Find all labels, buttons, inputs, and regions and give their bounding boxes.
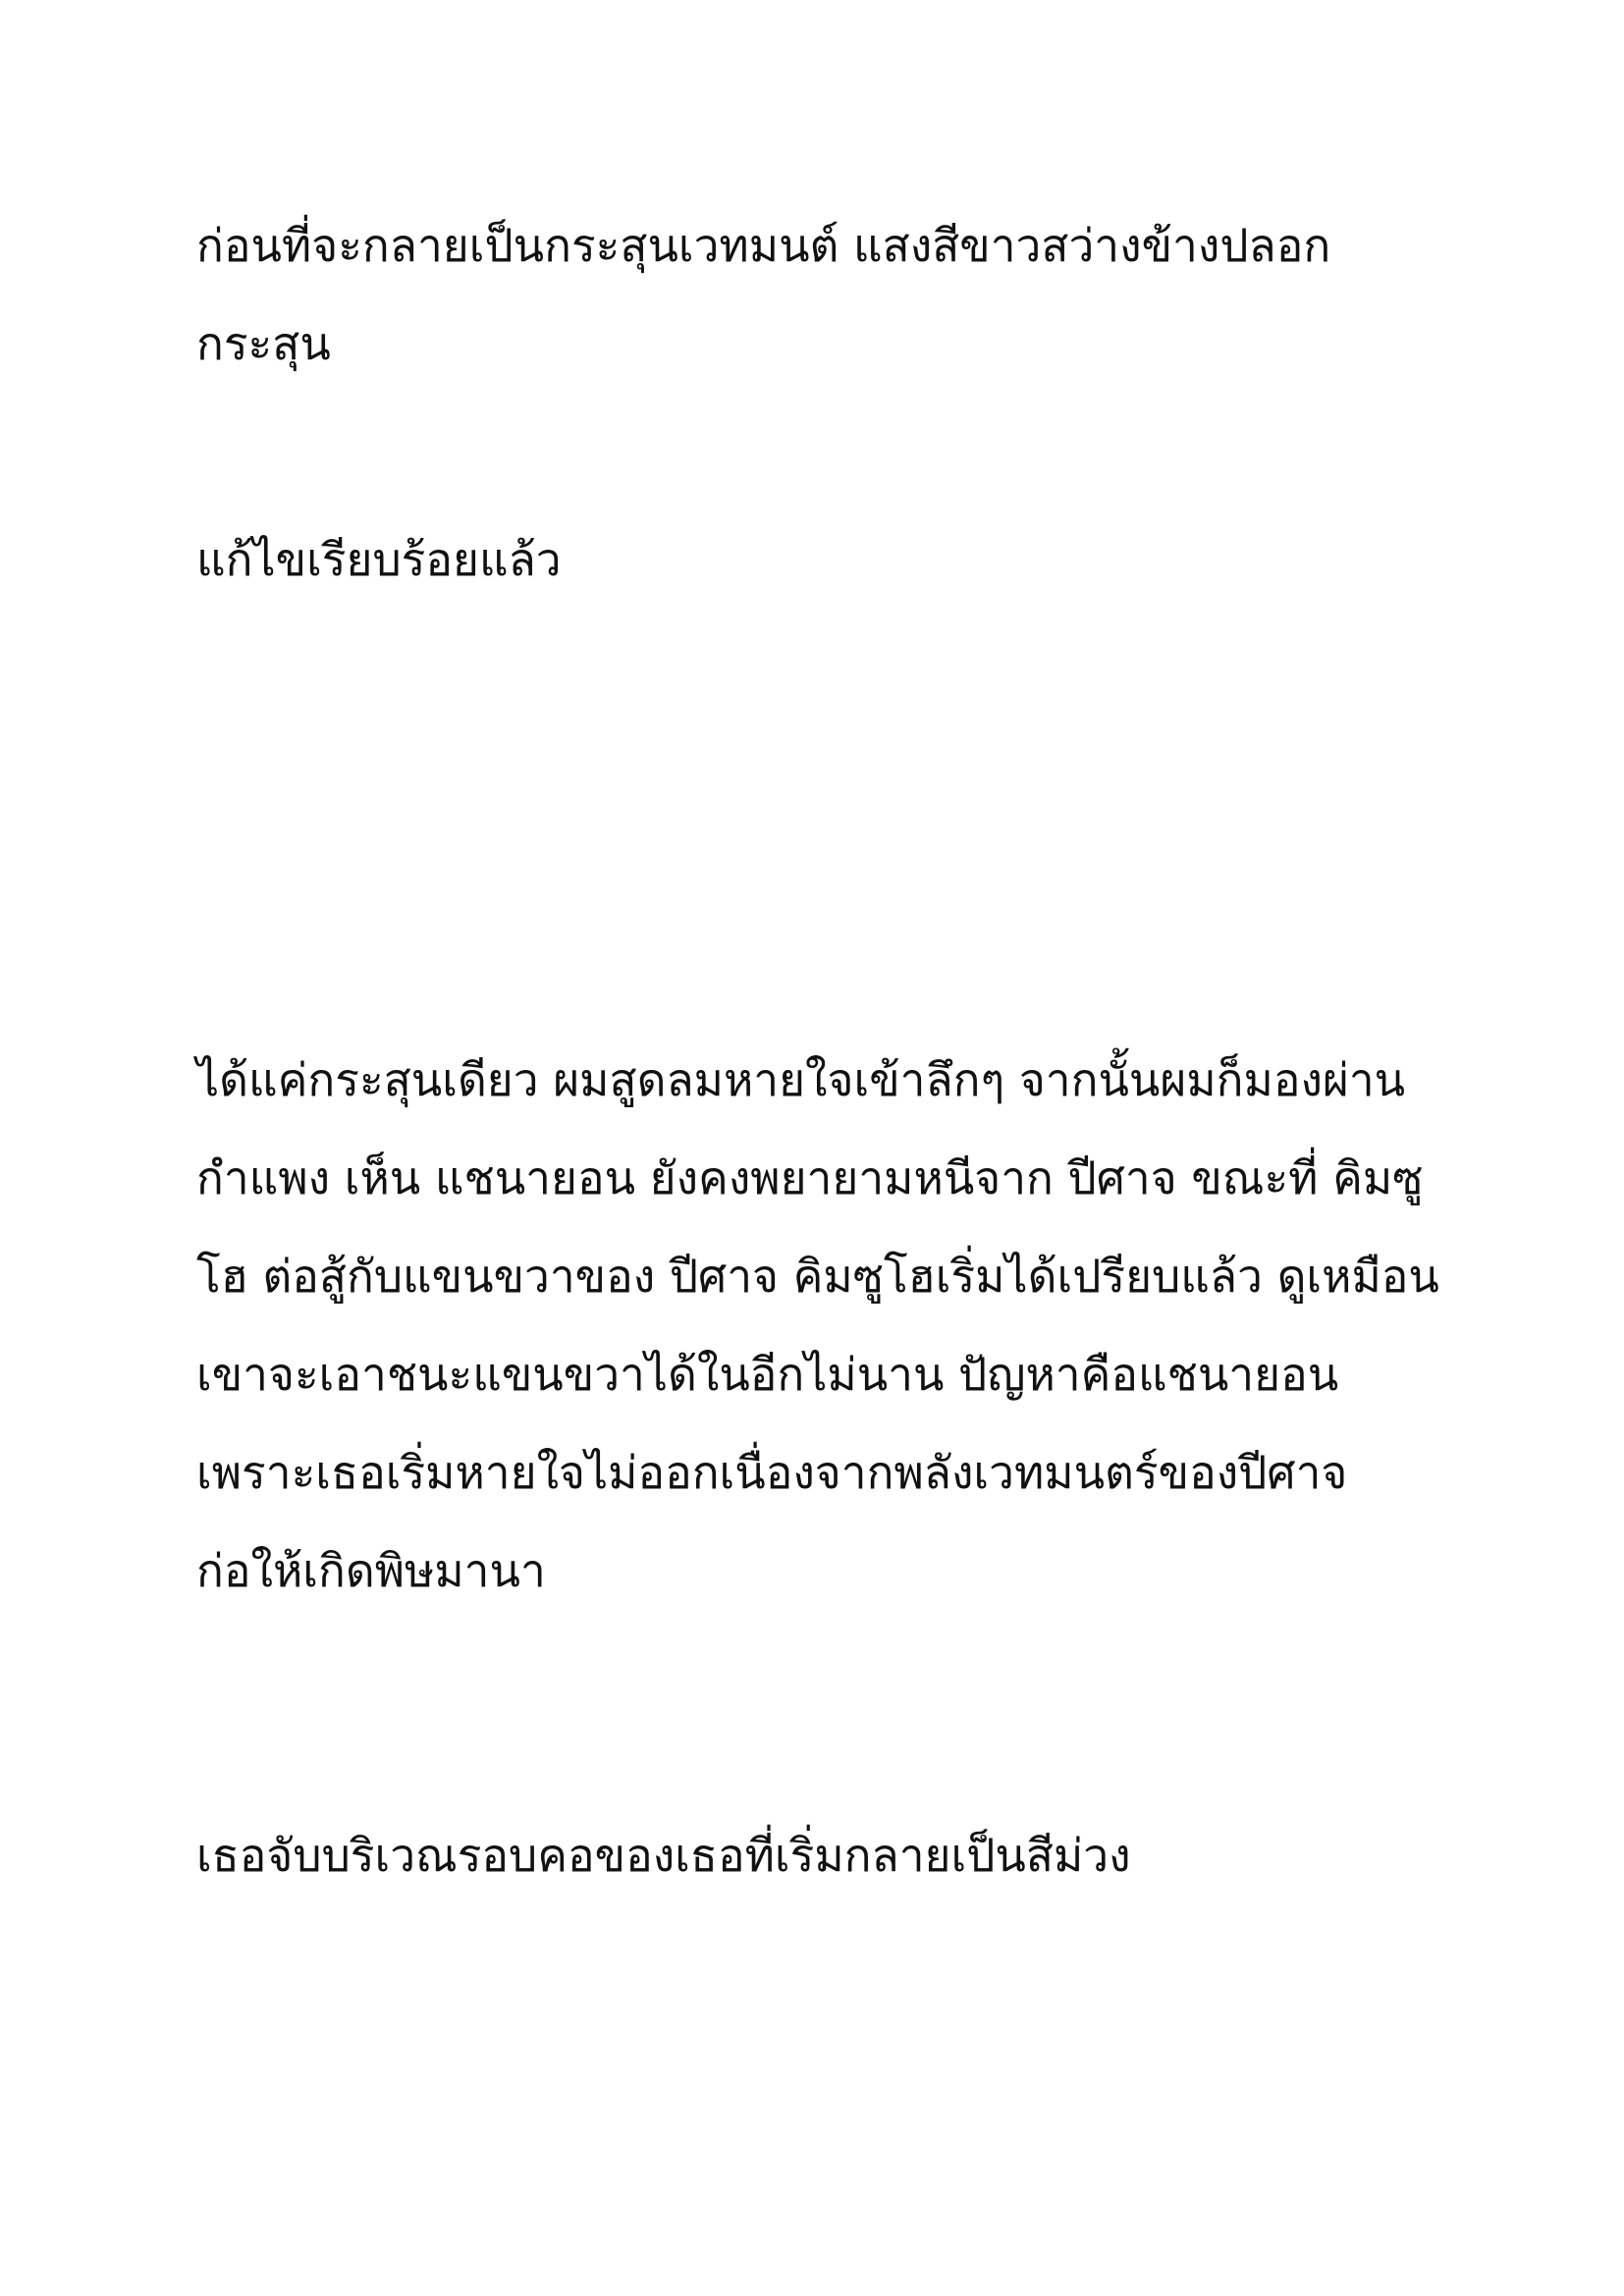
text-line: ได้แค่กระสุนเดียว ผมสูดลมหายใจเข้าลึกๆ จากนั้นผมก็มองผ่าน [196,1053,1406,1106]
text-line: เธอจับบริเวณรอบคอของเธอที่เริ่มกลายเป็นสีม่วง [196,1829,1131,1882]
text-line: ก่อให้เกิดพิษมานา [196,1544,546,1597]
text-line: เพราะเธอเริ่มหายใจไม่ออกเนื่องจากพลังเวทมนตร์ของปีศาจ [196,1446,1348,1499]
text-line: กระสุน [196,317,331,370]
text-line: เขาจะเอาชนะแขนขวาได้ในอีกไม่นาน ปัญหาคือแชนายอน [196,1348,1339,1401]
text-line: กำแพง เห็น แชนายอน ยังคงพยายามหนีจาก ปีศาจ ขณะที่ คิมซู [196,1151,1424,1204]
text-line: แก้ไขเรียบร้อยแล้ว [196,533,562,586]
text-line: ก่อนที่จะกลายเป็นกระสุนเวทมนต์ แสงสีขาวสว่างข้างปลอก [196,219,1331,272]
text-line: โฮ ต่อสู้กับแขนขวาของ ปีศาจ คิมซูโฮเริ่มได้เปรียบแล้ว ดูเหมือน [196,1250,1439,1303]
